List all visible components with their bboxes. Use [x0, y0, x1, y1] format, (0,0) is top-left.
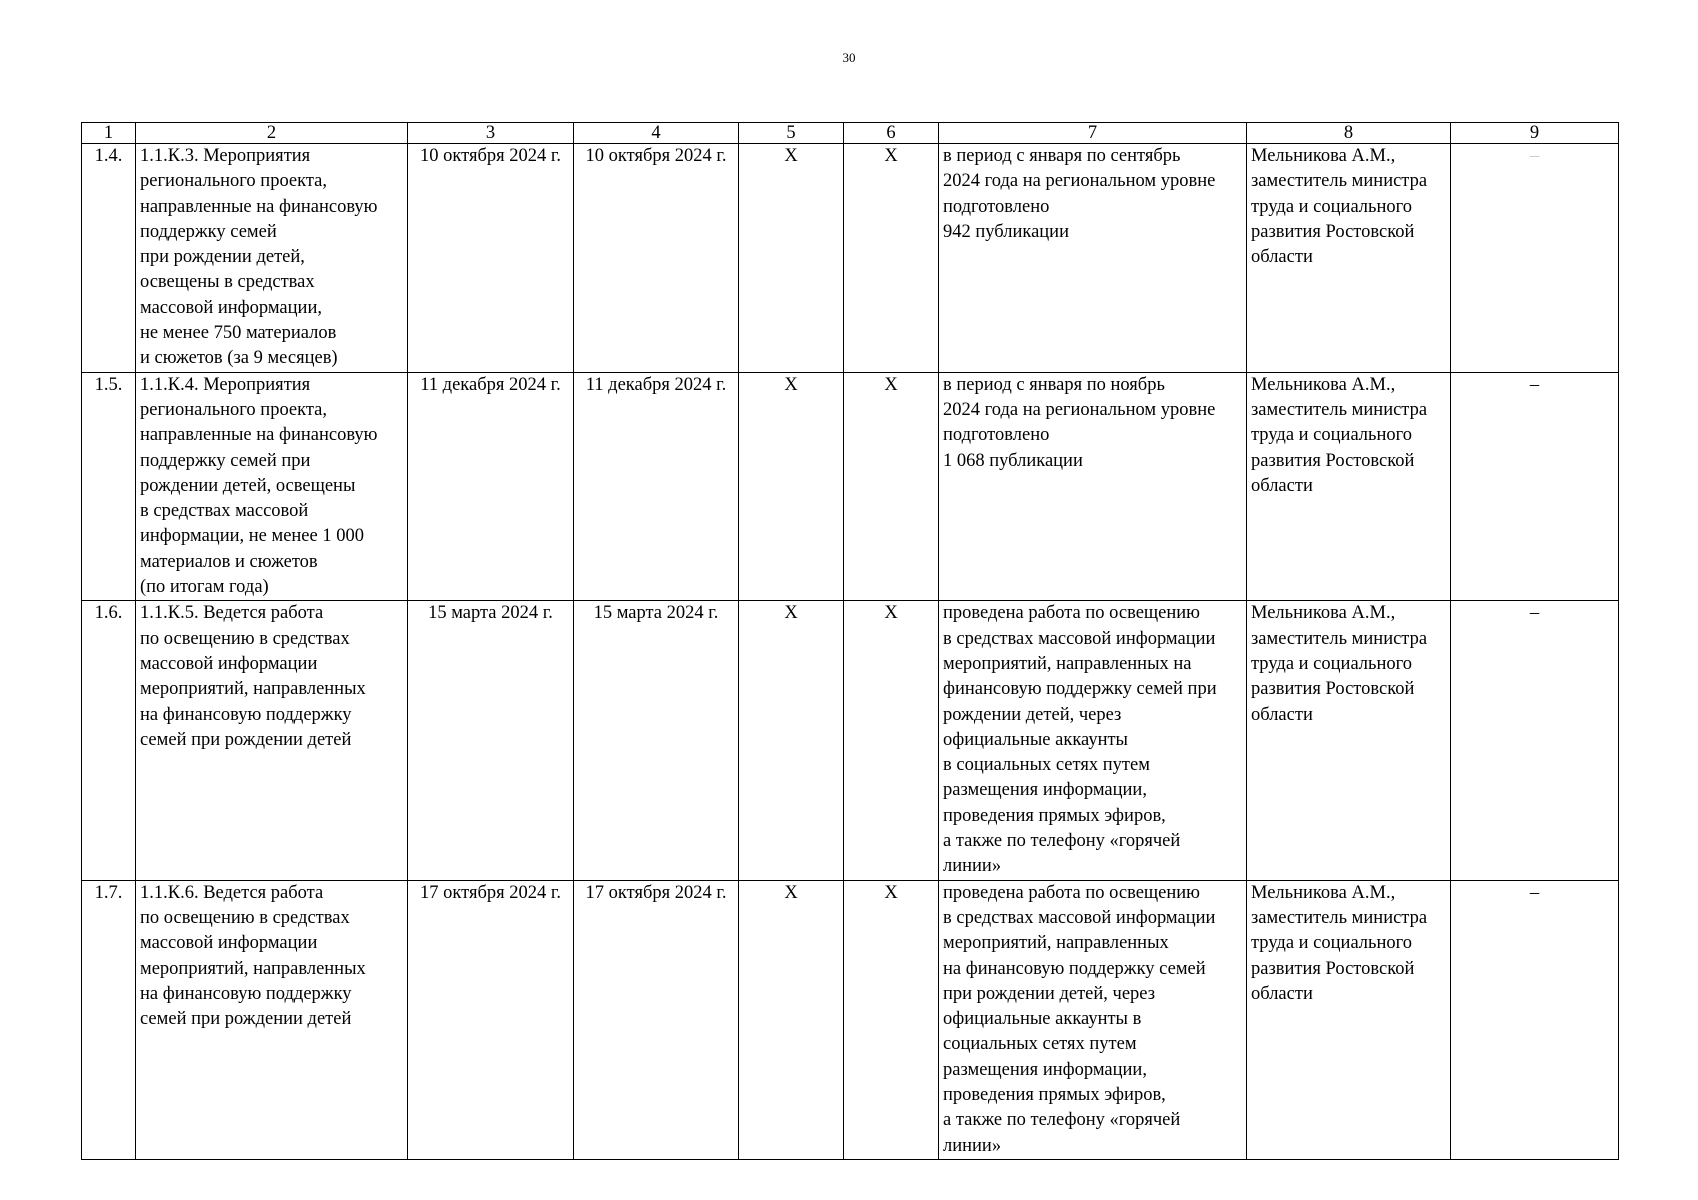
- date-plan-cell: 15 марта 2024 г.: [408, 601, 574, 880]
- responsible-cell: Мельникова А.М., заместитель министра труда и социального развития Ростовской области: [1247, 601, 1451, 880]
- row-number: 1.5.: [82, 372, 136, 601]
- col6-cell: X: [844, 372, 939, 601]
- header-cell-9: 9: [1451, 123, 1619, 144]
- col9-cell: –: [1451, 144, 1619, 373]
- result-cell: в период с января по сентябрь 2024 года на региональном уровне подготовлено 942 публикации: [939, 144, 1247, 373]
- table-row: [82, 601, 1619, 880]
- col6-cell: X: [844, 144, 939, 373]
- header-cell-1: 1: [82, 123, 136, 144]
- header-cell-7: 7: [939, 123, 1247, 144]
- header-cell-4: 4: [574, 123, 739, 144]
- page-number: 30: [842, 50, 856, 65]
- responsible-cell: Мельникова А.М., заместитель министра труда и социального развития Ростовской области: [1247, 144, 1451, 373]
- col9-cell: –: [1451, 372, 1619, 601]
- col5-cell: X: [739, 144, 844, 373]
- event-cell: 1.1.К.3. Мероприятия регионального проекта, направленные на финансовую поддержку семей при рождении детей, освещены в средствах массовой информации, не менее 750 материалов и сюжетов (за 9 месяцев): [136, 144, 408, 373]
- col9-cell: –: [1451, 601, 1619, 880]
- col6-cell: X: [844, 601, 939, 880]
- col5-cell: X: [739, 601, 844, 880]
- result-cell: проведена работа по освещению в средствах массовой информации мероприятий, направленных на финансовую поддержку семей при рождении детей, через официальные аккаунты в социальных сетях путем размещения информации, проведения прямых эфиров, а также по телефону «горячей линии»: [939, 601, 1247, 880]
- table-row: [82, 880, 1619, 1159]
- col6-cell: X: [844, 880, 939, 1159]
- event-cell: 1.1.К.5. Ведется работа по освещению в средствах массовой информации мероприятий, направленных на финансовую поддержку семей при рождении детей: [136, 601, 408, 880]
- col5-cell: X: [739, 372, 844, 601]
- responsible-cell: Мельникова А.М., заместитель министра труда и социального развития Ростовской области: [1247, 880, 1451, 1159]
- date-fact-cell: 17 октября 2024 г.: [574, 880, 739, 1159]
- col5-cell: X: [739, 880, 844, 1159]
- date-plan-cell: 10 октября 2024 г.: [408, 144, 574, 373]
- table-row: [82, 372, 1619, 601]
- header-cell-3: 3: [408, 123, 574, 144]
- responsible-cell: Мельникова А.М., заместитель министра труда и социального развития Ростовской области: [1247, 372, 1451, 601]
- header-cell-5: 5: [739, 123, 844, 144]
- date-plan-cell: 11 декабря 2024 г.: [408, 372, 574, 601]
- header-row: [82, 123, 1619, 144]
- date-fact-cell: 15 марта 2024 г.: [574, 601, 739, 880]
- col9-cell: –: [1451, 880, 1619, 1159]
- report-table: [81, 122, 1619, 1160]
- date-fact-cell: 10 октября 2024 г.: [574, 144, 739, 373]
- header-cell-8: 8: [1247, 123, 1451, 144]
- header-cell-2: 2: [136, 123, 408, 144]
- result-cell: в период с января по ноябрь 2024 года на региональном уровне подготовлено 1 068 публикации: [939, 372, 1247, 601]
- event-cell: 1.1.К.6. Ведется работа по освещению в средствах массовой информации мероприятий, направленных на финансовую поддержку семей при рождении детей: [136, 880, 408, 1159]
- header-cell-6: 6: [844, 123, 939, 144]
- row-number: 1.7.: [82, 880, 136, 1159]
- table-row: [82, 144, 1619, 373]
- row-number: 1.4.: [82, 144, 136, 373]
- result-cell: проведена работа по освещению в средствах массовой информации мероприятий, направленных на финансовую поддержку семей при рождении детей, через официальные аккаунты в социальных сетях путем размещения информации, проведения прямых эфиров, а также по телефону «горячей линии»: [939, 880, 1247, 1159]
- event-cell: 1.1.К.4. Мероприятия регионального проекта, направленные на финансовую поддержку семей при рождении детей, освещены в средствах массовой информации, не менее 1 000 материалов и сюжетов (по итогам года): [136, 372, 408, 601]
- date-plan-cell: 17 октября 2024 г.: [408, 880, 574, 1159]
- date-fact-cell: 11 декабря 2024 г.: [574, 372, 739, 601]
- row-number: 1.6.: [82, 601, 136, 880]
